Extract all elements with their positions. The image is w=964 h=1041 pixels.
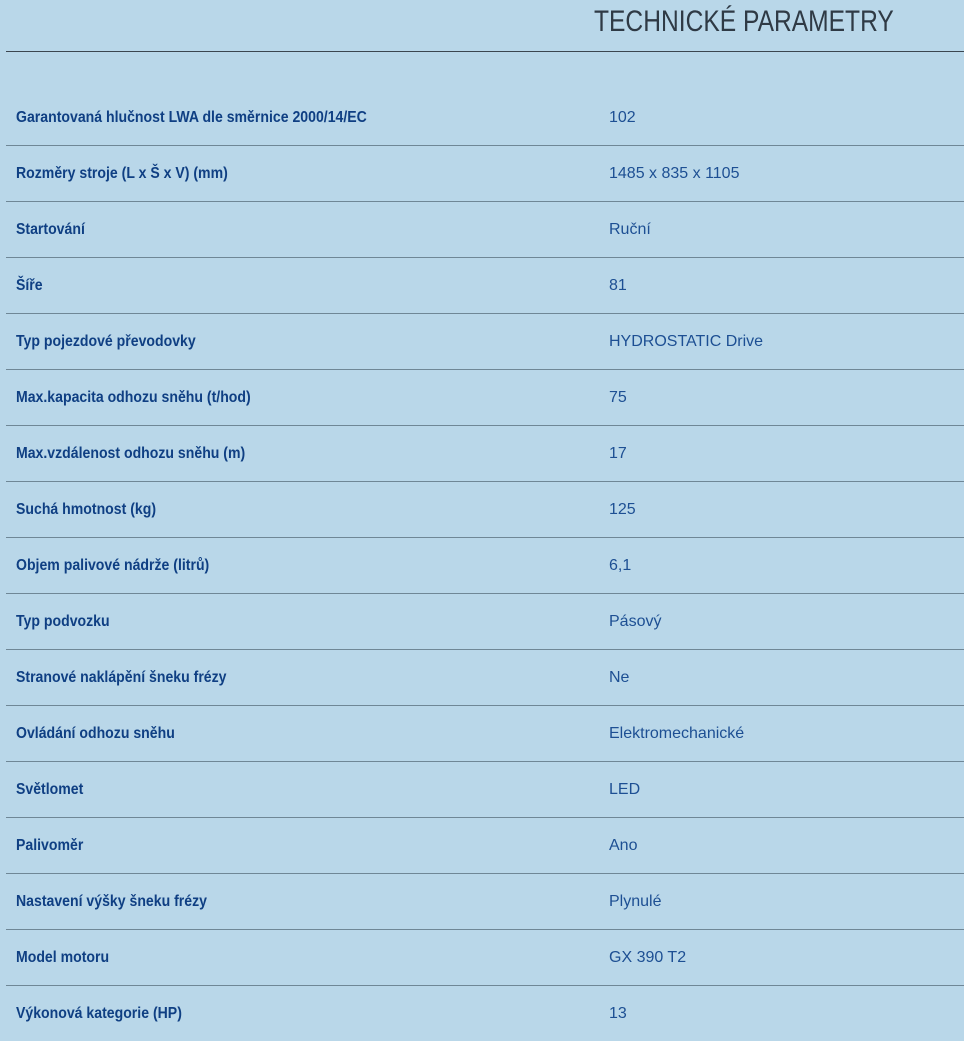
spec-row	[6, 930, 964, 986]
spec-row	[6, 650, 964, 706]
spec-row	[6, 706, 964, 762]
spec-value: 17	[609, 445, 627, 462]
spec-value: Plynulé	[609, 893, 662, 910]
spec-value: LED	[609, 781, 641, 798]
spec-label: Max.kapacita odhozu sněhu (t/hod)	[16, 389, 251, 406]
spec-row	[6, 874, 964, 930]
spec-row	[6, 594, 964, 650]
spec-value: Ruční	[609, 221, 651, 238]
section-title: TECHNICKÉ PARAMETRY	[594, 5, 894, 38]
spec-label: Typ pojezdové převodovky	[16, 333, 196, 350]
spec-label: Šíře	[16, 277, 43, 294]
spec-row	[6, 202, 964, 258]
spec-value: GX 390 T2	[609, 949, 687, 966]
spec-row	[6, 146, 964, 202]
spec-value: 6,1	[609, 557, 632, 574]
spec-value: Pásový	[609, 613, 662, 630]
spec-label: Startování	[16, 221, 85, 238]
spec-label: Model motoru	[16, 949, 110, 966]
spec-label: Garantovaná hlučnost LWA dle směrnice 2000/14/EC	[16, 109, 367, 126]
spec-row	[6, 370, 964, 426]
spec-row	[6, 314, 964, 370]
spec-label: Max.vzdálenost odhozu sněhu (m)	[16, 445, 246, 462]
spec-label: Nastavení výšky šneku frézy	[16, 893, 207, 910]
spec-label: Palivoměr	[16, 837, 84, 854]
spec-value: 81	[609, 277, 627, 294]
spec-label: Stranové naklápění šneku frézy	[16, 669, 227, 686]
spec-value: 125	[609, 501, 636, 518]
spec-row	[6, 818, 964, 874]
spec-value: Elektromechanické	[609, 725, 745, 742]
spec-value: HYDROSTATIC Drive	[609, 333, 764, 350]
spec-label: Typ podvozku	[16, 613, 110, 630]
spec-row	[6, 90, 964, 146]
spec-value: 1485 x 835 x 1105	[609, 165, 740, 182]
section-header	[6, 0, 964, 52]
spec-row	[6, 986, 964, 1041]
spec-label: Objem palivové nádrže (litrů)	[16, 557, 210, 574]
spec-value: 75	[609, 389, 627, 406]
spec-value: Ano	[609, 837, 638, 854]
spec-table	[6, 90, 964, 1041]
spec-row	[6, 258, 964, 314]
spec-label: Výkonová kategorie (HP)	[16, 1005, 182, 1022]
spec-row	[6, 762, 964, 818]
spec-label: Rozměry stroje (L x Š x V) (mm)	[16, 165, 228, 182]
spec-label: Světlomet	[16, 781, 84, 798]
spec-row	[6, 538, 964, 594]
spec-label: Suchá hmotnost (kg)	[16, 501, 157, 518]
spec-row	[6, 482, 964, 538]
spec-label: Ovládání odhozu sněhu	[16, 725, 175, 742]
spec-row	[6, 426, 964, 482]
spec-value: 13	[609, 1005, 627, 1022]
spec-value: Ne	[609, 669, 630, 686]
spec-value: 102	[609, 109, 636, 126]
